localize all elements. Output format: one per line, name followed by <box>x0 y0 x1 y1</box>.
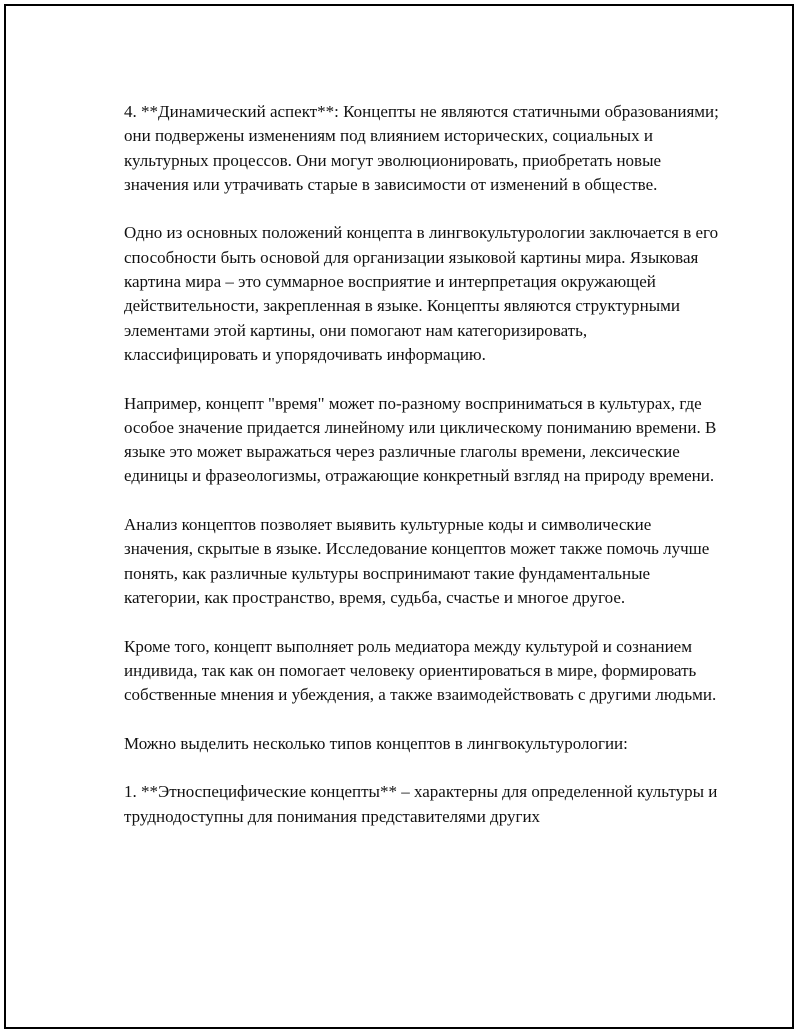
paragraph-concept-analysis: Анализ концептов позволяет выявить культурные коды и символические значения, скрытые в языке. Исследование концептов может также помочь лучше понять, как различные культуры воспринимают такие фундаментальные категории, как пространство, время, судьба, счастье и многое другое. <box>124 515 710 607</box>
paragraph-language-picture: Одно из основных положений концепта в лингвокультурологии заключается в его способности быть основой для организации языковой картины мира. Языковая картина мира – это суммарное восприятие и интерпретация окружающей действительности, закрепленная в языке. Концепты являются структурными элементами этой картины, они помогают нам категоризировать, классифицировать и упорядочивать информацию. <box>124 223 719 364</box>
paragraph-types-intro: Можно выделить несколько типов концептов в лингвокультурологии: <box>124 733 628 753</box>
document-body <box>124 100 724 829</box>
paragraph-dynamic-aspect: 4. **Динамический аспект**: Концепты не являются статичными образованиями; они подвержены изменениям под влиянием исторических, социальных и культурных процессов. Они могут эволюционировать, приобретать новые значения или утрачивать старые в зависимости от изменений в обществе. <box>124 102 719 194</box>
paragraph-ethnospecific-concepts: 1. **Этноспецифические концепты** – характерны для определенной культуры и труднодоступны для понимания представителями других <box>124 782 718 826</box>
page-frame <box>4 4 794 1029</box>
paragraph-mediator-role: Кроме того, концепт выполняет роль медиатора между культурой и сознанием индивида, так как он помогает человеку ориентироваться в мире, формировать собственные мнения и убеждения, а также взаимодействовать с другими людьми. <box>124 636 717 705</box>
paragraph-time-concept: Например, концепт "время" может по-разному восприниматься в культурах, где особое значение придается линейному или циклическому пониманию времени. В языке это может выражаться через различные глаголы времени, лексические единицы и фразеологизмы, отражающие конкретный взгляд на природу времени. <box>124 393 717 486</box>
